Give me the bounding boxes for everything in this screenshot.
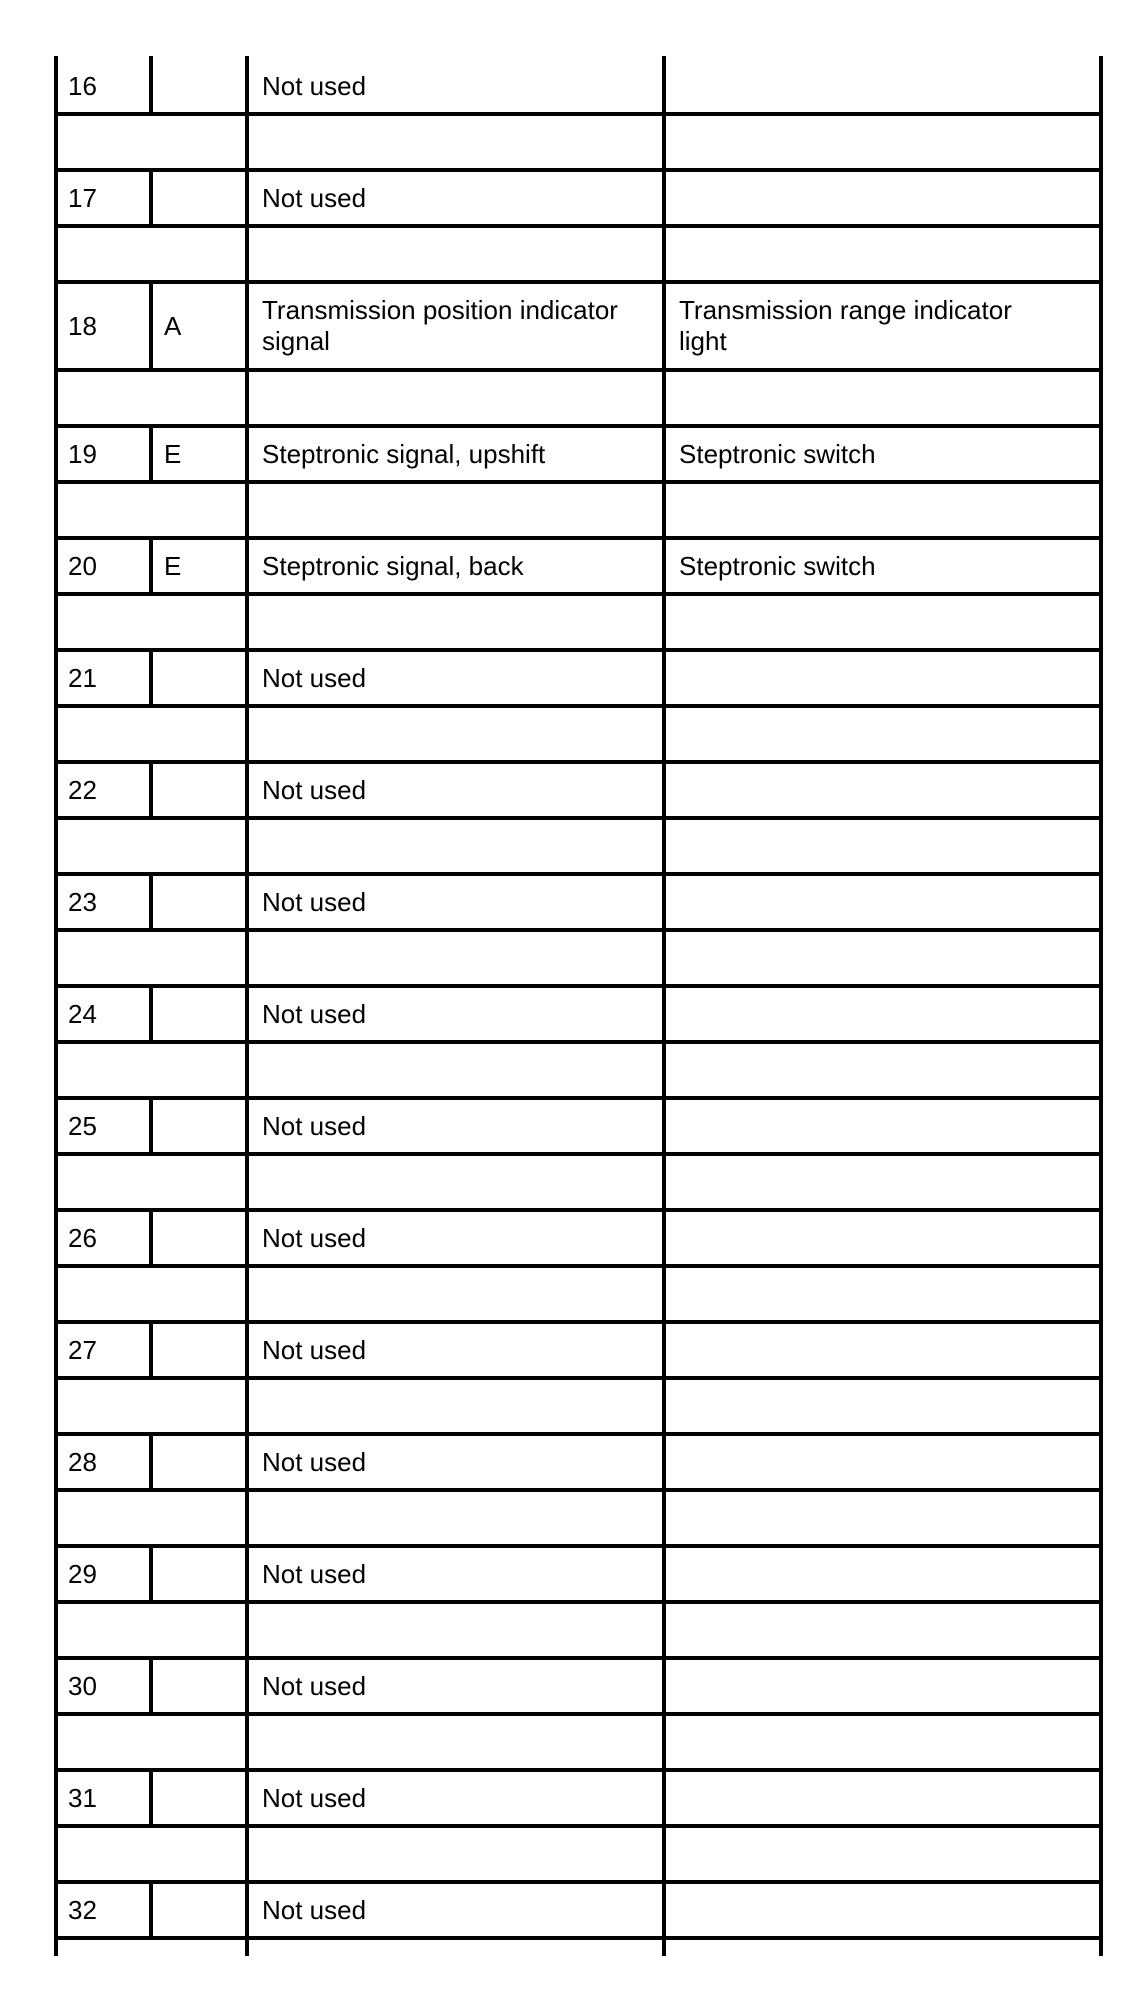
pin-number: 18 — [68, 310, 97, 341]
column-rule — [54, 1490, 58, 1548]
column-rule — [1099, 538, 1103, 596]
column-rule — [662, 114, 666, 172]
column-rule — [245, 1714, 249, 1772]
function-description: Not used — [262, 1894, 367, 1925]
column-rule — [245, 1322, 249, 1380]
column-rule — [245, 930, 249, 988]
pin-number: 17 — [68, 182, 97, 213]
column-rule — [1099, 1322, 1103, 1380]
signal-type — [164, 1882, 244, 1938]
column-rule — [149, 58, 153, 116]
row-rule — [54, 168, 1103, 172]
table-row — [0, 650, 1136, 706]
table-row — [0, 58, 1136, 114]
column-rule — [662, 1658, 666, 1716]
column-rule — [662, 1602, 666, 1660]
table-row — [0, 1434, 1136, 1490]
row-rule — [54, 1376, 1103, 1380]
column-rule — [662, 282, 666, 372]
column-rule — [662, 1714, 666, 1772]
row-rule — [54, 224, 1103, 228]
column-rule — [54, 1266, 58, 1324]
component-name — [679, 58, 1096, 114]
signal-type — [164, 58, 244, 114]
column-rule — [662, 482, 666, 540]
column-rule — [54, 170, 58, 228]
table-row — [0, 538, 1136, 594]
column-rule — [245, 1378, 249, 1436]
signal-type — [164, 1098, 244, 1154]
function-description: Not used — [262, 886, 367, 917]
column-rule — [245, 1938, 249, 1956]
column-rule — [1099, 426, 1103, 484]
row-rule — [54, 1824, 1103, 1828]
column-rule — [1099, 1266, 1103, 1324]
signal-type — [164, 1658, 244, 1714]
row-rule — [54, 648, 1103, 652]
function-description: Not used — [262, 774, 367, 805]
signal-type — [164, 170, 244, 226]
function-description: Not used — [262, 1446, 367, 1477]
column-rule — [54, 1882, 58, 1940]
column-rule — [54, 426, 58, 484]
column-rule — [149, 538, 153, 596]
column-rule — [1099, 1882, 1103, 1940]
column-rule — [662, 1490, 666, 1548]
column-rule — [662, 1322, 666, 1380]
row-rule — [54, 816, 1103, 820]
column-rule — [245, 1882, 249, 1940]
table-row — [0, 1098, 1136, 1154]
table-row — [0, 1658, 1136, 1714]
column-rule — [1099, 1714, 1103, 1772]
component-name — [679, 170, 1096, 226]
function-description: Transmission position indicator signal — [262, 295, 618, 356]
function-description: Not used — [262, 182, 367, 213]
column-rule — [245, 370, 249, 428]
column-rule — [54, 1602, 58, 1660]
table-row — [0, 170, 1136, 226]
column-rule — [662, 1434, 666, 1492]
column-rule — [245, 114, 249, 172]
table-row — [0, 1210, 1136, 1266]
row-rule — [54, 1320, 1103, 1324]
row-rule — [54, 1880, 1103, 1884]
column-rule — [149, 1210, 153, 1268]
column-rule — [245, 1770, 249, 1828]
column-rule — [54, 594, 58, 652]
column-rule — [54, 986, 58, 1044]
column-rule — [1099, 706, 1103, 764]
column-rule — [245, 1602, 249, 1660]
function-description: Not used — [262, 70, 367, 101]
column-rule — [245, 818, 249, 876]
row-rule — [54, 928, 1103, 932]
column-rule — [54, 370, 58, 428]
row-rule — [54, 1096, 1103, 1100]
column-rule — [54, 114, 58, 172]
component-name — [679, 874, 1096, 930]
column-rule — [1099, 986, 1103, 1044]
column-rule — [1099, 58, 1103, 116]
pin-number: 32 — [68, 1894, 97, 1925]
signal-type — [164, 986, 244, 1042]
column-rule — [662, 370, 666, 428]
pin-number: 28 — [68, 1446, 97, 1477]
pin-number: 22 — [68, 774, 97, 805]
column-rule — [149, 762, 153, 820]
row-rule — [54, 760, 1103, 764]
column-rule — [662, 58, 666, 116]
column-rule — [245, 1658, 249, 1716]
signal-type — [164, 1770, 244, 1826]
column-rule — [662, 762, 666, 820]
table-row — [0, 762, 1136, 818]
component-name — [679, 1322, 1096, 1378]
row-rule — [54, 112, 1103, 116]
column-rule — [1099, 1826, 1103, 1884]
signal-type: A — [164, 310, 182, 341]
column-rule — [54, 1378, 58, 1436]
table-row — [0, 986, 1136, 1042]
column-rule — [662, 1882, 666, 1940]
component-name — [679, 986, 1096, 1042]
column-rule — [149, 1882, 153, 1940]
pin-number: 21 — [68, 662, 97, 693]
column-rule — [662, 538, 666, 596]
signal-type — [164, 650, 244, 706]
table-row — [0, 282, 1136, 370]
pin-number: 24 — [68, 998, 97, 1029]
column-rule — [245, 706, 249, 764]
function-description: Not used — [262, 1222, 367, 1253]
pin-number: 23 — [68, 886, 97, 917]
column-rule — [54, 1826, 58, 1884]
table-row — [0, 874, 1136, 930]
table-row — [0, 1322, 1136, 1378]
column-rule — [1099, 1378, 1103, 1436]
column-rule — [245, 650, 249, 708]
column-rule — [245, 1042, 249, 1100]
column-rule — [1099, 1546, 1103, 1604]
column-rule — [245, 1546, 249, 1604]
row-rule — [54, 1656, 1103, 1660]
column-rule — [662, 930, 666, 988]
column-rule — [662, 706, 666, 764]
component-name — [679, 1658, 1096, 1714]
column-rule — [149, 1434, 153, 1492]
column-rule — [1099, 762, 1103, 820]
signal-type: E — [164, 438, 182, 469]
column-rule — [54, 1434, 58, 1492]
column-rule — [54, 818, 58, 876]
row-rule — [54, 1712, 1103, 1716]
column-rule — [1099, 482, 1103, 540]
column-rule — [662, 1826, 666, 1884]
pin-number: 16 — [68, 70, 97, 101]
component-name — [679, 1770, 1096, 1826]
column-rule — [1099, 1658, 1103, 1716]
column-rule — [1099, 370, 1103, 428]
column-rule — [54, 1042, 58, 1100]
column-rule — [149, 874, 153, 932]
column-rule — [1099, 874, 1103, 932]
column-rule — [1099, 930, 1103, 988]
column-rule — [54, 1714, 58, 1772]
row-rule — [54, 1264, 1103, 1268]
signal-type — [164, 874, 244, 930]
component-name — [679, 762, 1096, 818]
column-rule — [1099, 226, 1103, 284]
column-rule — [1099, 282, 1103, 372]
table-row — [0, 1882, 1136, 1938]
column-rule — [149, 650, 153, 708]
row-rule — [54, 592, 1103, 596]
column-rule — [662, 1266, 666, 1324]
column-rule — [245, 426, 249, 484]
column-rule — [662, 818, 666, 876]
column-rule — [1099, 1098, 1103, 1156]
function-description: Steptronic signal, upshift — [262, 438, 546, 469]
row-rule — [54, 1544, 1103, 1548]
column-rule — [54, 1658, 58, 1716]
column-rule — [54, 1322, 58, 1380]
signal-type: E — [164, 550, 182, 581]
column-rule — [54, 538, 58, 596]
column-rule — [245, 762, 249, 820]
column-rule — [245, 1490, 249, 1548]
column-rule — [245, 282, 249, 372]
column-rule — [149, 1770, 153, 1828]
pin-number: 31 — [68, 1782, 97, 1813]
row-rule — [54, 1768, 1103, 1772]
row-rule — [54, 704, 1103, 708]
row-rule — [54, 1208, 1103, 1212]
row-rule — [54, 480, 1103, 484]
column-rule — [662, 1546, 666, 1604]
signal-type — [164, 1546, 244, 1602]
component-name — [679, 1210, 1096, 1266]
column-rule — [1099, 1602, 1103, 1660]
function-description: Not used — [262, 1670, 367, 1701]
column-rule — [54, 874, 58, 932]
column-rule — [54, 1546, 58, 1604]
column-rule — [662, 986, 666, 1044]
column-rule — [662, 594, 666, 652]
component-name — [679, 1434, 1096, 1490]
component-name: Transmission range indicator light — [679, 295, 1012, 356]
column-rule — [54, 56, 58, 60]
column-rule — [662, 650, 666, 708]
pin-number: 19 — [68, 438, 97, 469]
pin-number: 25 — [68, 1110, 97, 1141]
column-rule — [1099, 594, 1103, 652]
function-description: Not used — [262, 1782, 367, 1813]
column-rule — [245, 986, 249, 1044]
row-rule — [54, 368, 1103, 372]
column-rule — [245, 482, 249, 540]
column-rule — [1099, 1154, 1103, 1212]
column-rule — [245, 538, 249, 596]
function-description: Steptronic signal, back — [262, 550, 524, 581]
component-name — [679, 1546, 1096, 1602]
column-rule — [1099, 1490, 1103, 1548]
pin-number: 26 — [68, 1222, 97, 1253]
column-rule — [54, 226, 58, 284]
row-rule — [54, 1040, 1103, 1044]
component-name: Steptronic switch — [679, 550, 876, 581]
column-rule — [1099, 114, 1103, 172]
column-rule — [245, 56, 249, 60]
table-row — [0, 1770, 1136, 1826]
column-rule — [662, 1378, 666, 1436]
column-rule — [54, 1210, 58, 1268]
column-rule — [662, 170, 666, 228]
row-rule — [54, 1488, 1103, 1492]
column-rule — [1099, 1042, 1103, 1100]
column-rule — [1099, 56, 1103, 60]
pin-number: 30 — [68, 1670, 97, 1701]
row-rule — [54, 872, 1103, 876]
column-rule — [54, 1770, 58, 1828]
column-rule — [54, 482, 58, 540]
column-rule — [662, 226, 666, 284]
column-rule — [245, 226, 249, 284]
component-name: Steptronic switch — [679, 438, 876, 469]
column-rule — [1099, 170, 1103, 228]
component-name — [679, 1098, 1096, 1154]
column-rule — [54, 58, 58, 116]
column-rule — [1099, 1434, 1103, 1492]
signal-type — [164, 1210, 244, 1266]
column-rule — [54, 706, 58, 764]
pin-number: 20 — [68, 550, 97, 581]
signal-type — [164, 1434, 244, 1490]
column-rule — [149, 1658, 153, 1716]
column-rule — [245, 1266, 249, 1324]
pin-number: 29 — [68, 1558, 97, 1589]
column-rule — [245, 1098, 249, 1156]
column-rule — [245, 1826, 249, 1884]
column-rule — [662, 1098, 666, 1156]
column-rule — [54, 1938, 58, 1956]
column-rule — [662, 56, 666, 60]
column-rule — [1099, 1210, 1103, 1268]
column-rule — [149, 426, 153, 484]
pin-number: 27 — [68, 1334, 97, 1365]
table-row — [0, 426, 1136, 482]
column-rule — [54, 650, 58, 708]
table-row — [0, 1546, 1136, 1602]
column-rule — [245, 1154, 249, 1212]
column-rule — [54, 282, 58, 372]
signal-type — [164, 1322, 244, 1378]
column-rule — [662, 1770, 666, 1828]
function-description: Not used — [262, 1558, 367, 1589]
function-description: Not used — [262, 998, 367, 1029]
row-rule — [54, 984, 1103, 988]
column-rule — [54, 1098, 58, 1156]
function-description: Not used — [262, 1334, 367, 1365]
row-rule — [54, 536, 1103, 540]
row-rule — [54, 1432, 1103, 1436]
component-name — [679, 650, 1096, 706]
column-rule — [54, 1154, 58, 1212]
column-rule — [1099, 1770, 1103, 1828]
row-rule — [54, 1936, 1103, 1940]
row-rule — [54, 280, 1103, 284]
column-rule — [149, 282, 153, 372]
column-rule — [662, 1154, 666, 1212]
column-rule — [54, 762, 58, 820]
column-rule — [245, 1210, 249, 1268]
column-rule — [54, 930, 58, 988]
column-rule — [149, 1098, 153, 1156]
column-rule — [245, 1434, 249, 1492]
column-rule — [662, 1210, 666, 1268]
function-description: Not used — [262, 662, 367, 693]
column-rule — [1099, 1938, 1103, 1956]
column-rule — [149, 170, 153, 228]
column-rule — [149, 56, 153, 60]
row-rule — [54, 424, 1103, 428]
column-rule — [149, 1546, 153, 1604]
column-rule — [245, 874, 249, 932]
column-rule — [245, 170, 249, 228]
component-name — [679, 1882, 1096, 1938]
column-rule — [662, 1042, 666, 1100]
row-rule — [54, 1152, 1103, 1156]
column-rule — [149, 1322, 153, 1380]
column-rule — [245, 594, 249, 652]
column-rule — [662, 1938, 666, 1956]
column-rule — [1099, 650, 1103, 708]
column-rule — [662, 426, 666, 484]
column-rule — [662, 874, 666, 932]
column-rule — [149, 986, 153, 1044]
column-rule — [245, 58, 249, 116]
function-description: Not used — [262, 1110, 367, 1141]
column-rule — [1099, 818, 1103, 876]
signal-type — [164, 762, 244, 818]
row-rule — [54, 1600, 1103, 1604]
